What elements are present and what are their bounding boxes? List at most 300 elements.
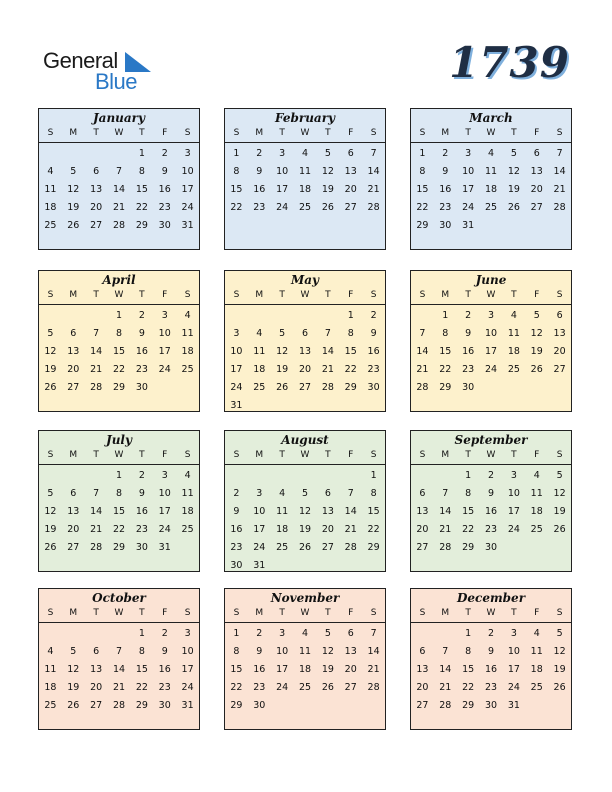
week-row: [411, 163, 571, 181]
day-cell: 12: [298, 506, 312, 517]
day-cell: 14: [439, 664, 452, 675]
day-cell: 4: [533, 628, 540, 639]
day-cell: [316, 307, 339, 325]
day-cell: 2: [370, 310, 377, 321]
day-cell: 23: [158, 202, 171, 213]
weekday-label: T: [325, 608, 331, 618]
day-cell: [62, 467, 85, 485]
day-cell: 11: [253, 346, 266, 357]
day-cell: 14: [112, 184, 126, 195]
week-row: [39, 181, 199, 199]
day-cell: 16: [462, 346, 475, 357]
weekday-label: T: [139, 128, 145, 138]
day-cell: 14: [90, 506, 103, 517]
day-cell: 17: [181, 664, 194, 675]
day-cell: 8: [370, 488, 377, 499]
month-title: January: [93, 111, 145, 125]
day-cell: 28: [112, 700, 126, 711]
day-cell: [271, 467, 294, 485]
day-cell: 8: [347, 328, 354, 339]
day-cell: 25: [253, 382, 266, 393]
day-cell: 8: [465, 646, 472, 657]
month-title: October: [92, 591, 146, 605]
day-cell: 10: [230, 346, 243, 357]
day-cell: 21: [553, 184, 566, 195]
day-cell: 22: [462, 524, 475, 535]
day-cell: 30: [158, 220, 171, 231]
day-cell: 21: [321, 364, 334, 375]
day-cell: 5: [279, 328, 286, 339]
day-cell: 29: [344, 382, 357, 393]
day-cell: 25: [44, 220, 57, 231]
day-cell: 23: [253, 202, 266, 213]
day-cell: 6: [93, 166, 100, 177]
day-cell: 21: [439, 682, 452, 693]
weekday-label: F: [348, 450, 354, 460]
month-title: August: [281, 433, 329, 447]
day-cell: 3: [510, 470, 517, 481]
weekday-label: S: [419, 128, 426, 138]
weekday-label: M: [69, 290, 78, 300]
week-row: [225, 485, 385, 503]
weekday-label: S: [233, 608, 240, 618]
day-cell: 13: [67, 506, 80, 517]
day-cell: 24: [507, 682, 520, 693]
day-cell: 3: [256, 488, 263, 499]
weekday-label: W: [486, 290, 496, 300]
week-row: [39, 539, 199, 557]
weekday-label: F: [534, 128, 540, 138]
weekday-label: T: [465, 290, 471, 300]
day-cell: 24: [276, 202, 289, 213]
brand-logo: [43, 46, 163, 96]
day-cell: 27: [344, 202, 357, 213]
weekday-label: W: [300, 608, 310, 618]
month-title: December: [456, 591, 526, 605]
day-cell: 13: [530, 166, 543, 177]
day-cell: [85, 467, 108, 485]
month-may: [224, 270, 386, 412]
weekday-label: T: [279, 128, 285, 138]
day-cell: [271, 697, 294, 715]
weekday-label: F: [162, 608, 168, 618]
day-cell: 28: [553, 202, 566, 213]
day-cell: [39, 467, 62, 485]
day-cell: 16: [158, 664, 171, 675]
day-cell: [225, 307, 248, 325]
day-cell: 7: [93, 488, 100, 499]
week-row: [411, 539, 571, 557]
day-cell: 26: [44, 542, 57, 553]
weekday-label: S: [184, 128, 191, 138]
day-cell: 26: [321, 682, 334, 693]
day-cell: 27: [90, 700, 103, 711]
day-cell: 12: [321, 646, 334, 657]
day-cell: 4: [510, 310, 517, 321]
weekday-label: T: [139, 608, 145, 618]
day-cell: 23: [462, 364, 475, 375]
day-cell: 19: [530, 346, 543, 357]
weekday-label: T: [511, 608, 517, 618]
day-cell: 10: [158, 488, 171, 499]
day-cell: 17: [158, 506, 171, 517]
day-cell: 23: [367, 364, 380, 375]
day-cell: 22: [439, 364, 452, 375]
day-cell: 17: [507, 664, 520, 675]
weekday-label: W: [486, 608, 496, 618]
week-row: [225, 145, 385, 163]
weekday-label: M: [441, 608, 450, 618]
weekday-label: S: [233, 128, 240, 138]
day-cell: 7: [115, 646, 123, 657]
month-days: [411, 623, 571, 715]
day-cell: [525, 217, 548, 235]
weekday-label: T: [139, 450, 145, 460]
month-july: [38, 430, 200, 572]
weekday-label: M: [69, 608, 78, 618]
day-cell: [108, 625, 131, 643]
day-cell: 21: [112, 682, 126, 693]
weekday-label: M: [69, 128, 78, 138]
day-cell: 3: [161, 310, 168, 321]
day-cell: 8: [233, 646, 240, 657]
day-cell: 6: [533, 148, 540, 159]
weekday-label: M: [255, 608, 264, 618]
day-cell: 23: [135, 524, 148, 535]
week-row: [411, 379, 571, 397]
day-cell: 28: [112, 220, 126, 231]
day-cell: [434, 467, 457, 485]
weekday-label: T: [93, 290, 99, 300]
month-november: [224, 588, 386, 730]
day-cell: 9: [233, 506, 240, 517]
day-cell: [176, 379, 199, 397]
day-cell: 11: [181, 488, 194, 499]
day-cell: [85, 145, 108, 163]
weekday-header: [411, 126, 571, 143]
day-cell: [316, 397, 339, 415]
day-cell: 18: [484, 184, 498, 195]
weekday-header: [39, 288, 199, 305]
day-cell: 31: [253, 560, 266, 571]
day-cell: 21: [90, 364, 103, 375]
day-cell: 17: [181, 184, 194, 195]
week-row: [225, 661, 385, 679]
day-cell: 19: [321, 664, 334, 675]
week-row: [225, 467, 385, 485]
day-cell: [62, 307, 85, 325]
week-row: [39, 679, 199, 697]
day-cell: 21: [367, 184, 380, 195]
month-january: [38, 108, 200, 250]
day-cell: 9: [442, 166, 449, 177]
week-row: [411, 181, 571, 199]
weekday-label: S: [370, 608, 377, 618]
day-cell: 21: [90, 524, 103, 535]
day-cell: 27: [553, 364, 566, 375]
week-row: [39, 307, 199, 325]
day-cell: 9: [256, 166, 263, 177]
day-cell: 26: [298, 542, 312, 553]
day-cell: [411, 625, 434, 643]
day-cell: 1: [465, 628, 472, 639]
day-cell: [548, 539, 571, 557]
day-cell: 15: [230, 184, 243, 195]
day-cell: 19: [298, 524, 312, 535]
day-cell: 7: [370, 148, 377, 159]
day-cell: 21: [416, 364, 429, 375]
weekday-label: T: [325, 450, 331, 460]
day-cell: [548, 217, 571, 235]
weekday-label: T: [325, 128, 331, 138]
day-cell: [480, 217, 503, 235]
day-cell: 5: [533, 310, 540, 321]
day-cell: 24: [276, 682, 289, 693]
day-cell: 21: [367, 664, 380, 675]
day-cell: 28: [367, 682, 380, 693]
day-cell: 18: [530, 664, 543, 675]
day-cell: 18: [181, 506, 194, 517]
week-row: [411, 217, 571, 235]
week-row: [225, 397, 385, 415]
week-row: [39, 521, 199, 539]
day-cell: 18: [44, 682, 57, 693]
day-cell: 15: [344, 346, 357, 357]
week-row: [411, 361, 571, 379]
day-cell: 2: [256, 628, 263, 639]
day-cell: 19: [44, 364, 57, 375]
weekday-label: S: [184, 608, 191, 618]
day-cell: 30: [462, 382, 475, 393]
day-cell: 19: [276, 364, 289, 375]
day-cell: 9: [370, 328, 377, 339]
day-cell: [85, 625, 108, 643]
weekday-label: M: [255, 290, 264, 300]
week-row: [411, 643, 571, 661]
day-cell: 11: [181, 328, 194, 339]
day-cell: 31: [230, 400, 243, 411]
day-cell: 13: [321, 506, 334, 517]
day-cell: [294, 467, 317, 485]
day-cell: 11: [276, 506, 289, 517]
week-row: [411, 325, 571, 343]
day-cell: 5: [70, 166, 77, 177]
weekday-label: T: [465, 450, 471, 460]
day-cell: 28: [439, 542, 452, 553]
day-cell: 30: [439, 220, 452, 231]
weekday-label: T: [511, 450, 517, 460]
weekday-label: S: [556, 290, 563, 300]
month-days: [411, 143, 571, 235]
day-cell: 1: [442, 310, 449, 321]
day-cell: 15: [416, 184, 429, 195]
day-cell: 22: [462, 682, 475, 693]
month-days: [39, 465, 199, 557]
day-cell: 25: [530, 524, 543, 535]
day-cell: 16: [135, 346, 148, 357]
month-title: March: [469, 111, 513, 125]
week-row: [39, 163, 199, 181]
day-cell: 29: [439, 382, 452, 393]
weekday-label: T: [93, 608, 99, 618]
day-cell: 22: [230, 682, 243, 693]
day-cell: 9: [487, 646, 495, 657]
day-cell: 8: [419, 166, 426, 177]
day-cell: 26: [321, 202, 334, 213]
month-february: [224, 108, 386, 250]
day-cell: 9: [465, 328, 472, 339]
day-cell: [411, 307, 434, 325]
day-cell: 10: [507, 488, 520, 499]
week-row: [225, 679, 385, 697]
day-cell: 23: [230, 542, 243, 553]
day-cell: 31: [181, 700, 194, 711]
day-cell: 16: [158, 184, 171, 195]
weekday-header: [225, 288, 385, 305]
day-cell: 1: [233, 628, 240, 639]
day-cell: [62, 625, 85, 643]
day-cell: 27: [416, 700, 429, 711]
week-row: [39, 379, 199, 397]
weekday-label: W: [114, 290, 124, 300]
weekday-label: S: [47, 450, 54, 460]
day-cell: [316, 467, 339, 485]
week-row: [39, 145, 199, 163]
week-row: [39, 217, 199, 235]
day-cell: 6: [347, 628, 354, 639]
week-row: [225, 503, 385, 521]
day-cell: [271, 557, 294, 575]
day-cell: 30: [158, 700, 171, 711]
week-row: [411, 625, 571, 643]
day-cell: [548, 379, 571, 397]
weekday-label: S: [47, 608, 54, 618]
day-cell: 31: [158, 542, 171, 553]
day-cell: 15: [367, 506, 380, 517]
day-cell: 22: [112, 524, 126, 535]
weekday-header: [411, 448, 571, 465]
weekday-label: S: [419, 608, 426, 618]
day-cell: 18: [44, 202, 57, 213]
weekday-label: F: [162, 290, 168, 300]
day-cell: 30: [230, 560, 243, 571]
day-cell: 31: [462, 220, 475, 231]
day-cell: 10: [484, 328, 498, 339]
day-cell: 6: [70, 328, 77, 339]
week-row: [411, 521, 571, 539]
day-cell: 1: [115, 470, 123, 481]
day-cell: 30: [484, 700, 498, 711]
weekday-label: F: [348, 608, 354, 618]
day-cell: 26: [44, 382, 57, 393]
weekday-header: [39, 448, 199, 465]
day-cell: [176, 539, 199, 557]
day-cell: 13: [90, 184, 103, 195]
day-cell: 17: [158, 346, 171, 357]
weekday-label: T: [511, 128, 517, 138]
day-cell: 27: [321, 542, 334, 553]
day-cell: 15: [462, 664, 475, 675]
day-cell: [502, 379, 525, 397]
month-title: May: [290, 273, 320, 287]
day-cell: 14: [321, 346, 334, 357]
weekday-label: M: [441, 128, 450, 138]
day-cell: 26: [553, 524, 566, 535]
day-cell: 26: [507, 202, 520, 213]
weekday-label: F: [348, 128, 354, 138]
day-cell: 5: [70, 646, 77, 657]
day-cell: 23: [135, 364, 148, 375]
day-cell: 6: [70, 488, 77, 499]
day-cell: 2: [138, 470, 145, 481]
day-cell: 25: [181, 364, 194, 375]
day-cell: [502, 217, 525, 235]
weekday-label: S: [184, 290, 191, 300]
day-cell: 30: [484, 542, 498, 553]
day-cell: 25: [181, 524, 194, 535]
month-october: [38, 588, 200, 730]
week-row: [225, 343, 385, 361]
week-row: [39, 199, 199, 217]
day-cell: 16: [367, 346, 380, 357]
day-cell: 12: [530, 328, 543, 339]
day-cell: [339, 697, 362, 715]
day-cell: 12: [44, 506, 57, 517]
day-cell: 27: [67, 382, 80, 393]
day-cell: 30: [253, 700, 266, 711]
day-cell: 27: [67, 542, 80, 553]
day-cell: 1: [347, 310, 354, 321]
day-cell: [294, 397, 317, 415]
month-march: [410, 108, 572, 250]
day-cell: 23: [253, 682, 266, 693]
week-row: [225, 325, 385, 343]
day-cell: 16: [230, 524, 243, 535]
weekday-label: W: [114, 128, 124, 138]
day-cell: 20: [530, 184, 543, 195]
week-row: [225, 625, 385, 643]
day-cell: 12: [67, 664, 80, 675]
day-cell: 3: [233, 328, 240, 339]
day-cell: 20: [298, 364, 312, 375]
week-row: [411, 199, 571, 217]
day-cell: 15: [439, 346, 452, 357]
weekday-label: W: [300, 290, 310, 300]
week-row: [39, 643, 199, 661]
weekday-label: F: [162, 128, 168, 138]
week-row: [411, 343, 571, 361]
month-title: June: [475, 273, 507, 287]
day-cell: 7: [419, 328, 426, 339]
week-row: [39, 697, 199, 715]
week-row: [39, 485, 199, 503]
day-cell: [294, 307, 317, 325]
day-cell: 7: [442, 646, 449, 657]
day-cell: 4: [47, 166, 54, 177]
day-cell: [294, 557, 317, 575]
day-cell: 8: [465, 488, 472, 499]
day-cell: 2: [138, 310, 145, 321]
day-cell: 15: [462, 506, 475, 517]
day-cell: 3: [161, 470, 168, 481]
weekday-label: T: [465, 128, 471, 138]
week-row: [411, 679, 571, 697]
weekday-header: [225, 448, 385, 465]
day-cell: 5: [510, 148, 517, 159]
day-cell: 12: [321, 166, 334, 177]
day-cell: 5: [47, 328, 54, 339]
day-cell: 6: [419, 646, 426, 657]
